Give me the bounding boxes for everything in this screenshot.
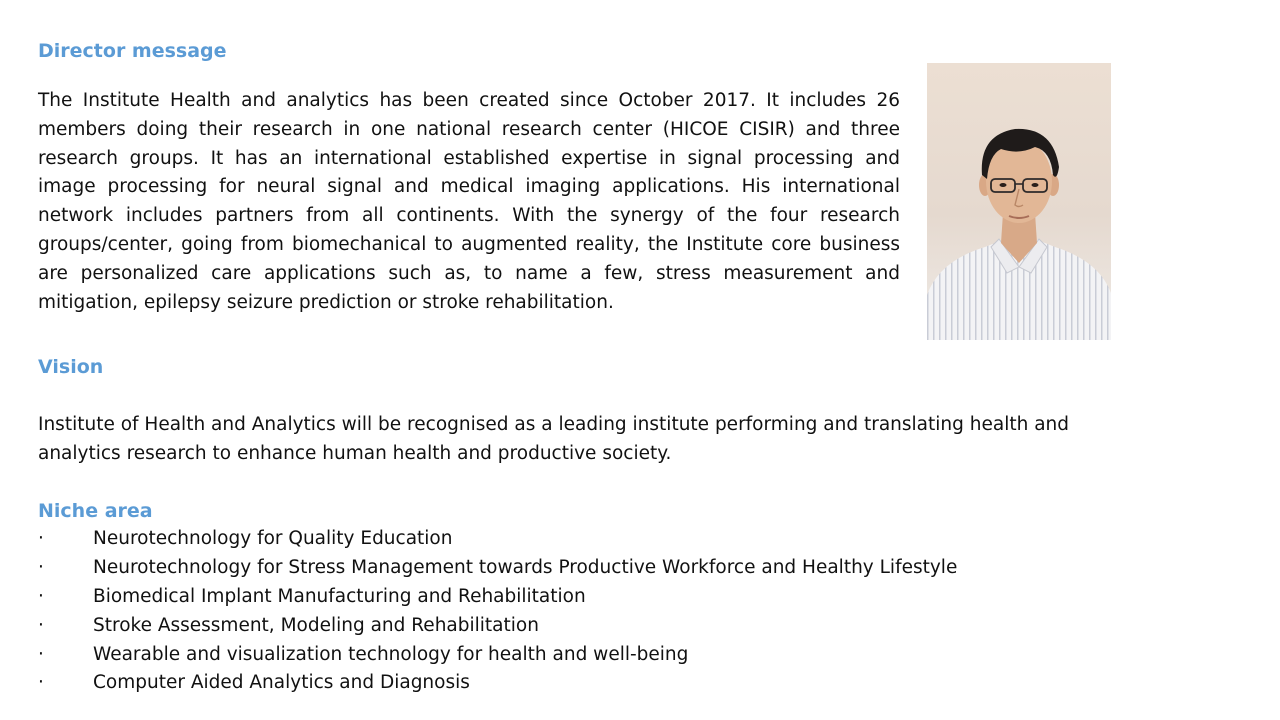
niche-area-heading: Niche area bbox=[38, 500, 153, 522]
niche-item-label: Wearable and visualization technology for health and well-being bbox=[93, 643, 689, 665]
niche-item-label: Computer Aided Analytics and Diagnosis bbox=[93, 672, 470, 694]
bullet-icon: · bbox=[38, 672, 44, 694]
niche-item-label: Stroke Assessment, Modeling and Rehabilitation bbox=[93, 614, 539, 636]
vision-heading: Vision bbox=[38, 356, 104, 378]
director-portrait-photo bbox=[927, 63, 1111, 340]
director-message-text: The Institute Health and analytics has been created since October 2017. It includes 26 members doing their research in one national research center (HICOE CISIR) and three research groups. It has an international established expertise in signal processing and image processing for neural signal and medical imaging applications. His international network includes partners from all continents. With the synergy of the four research groups/center, going from biomechanical to augmented reality, the Institute core business are personalized care applications such as, to name a few, stress measurement and mitigation, epilepsy seizure prediction or stroke rehabilitation. bbox=[38, 90, 900, 313]
bullet-icon: · bbox=[38, 528, 44, 549]
director-message-heading: Director message bbox=[38, 40, 227, 62]
niche-item-label: Biomedical Implant Manufacturing and Rehabilitation bbox=[93, 585, 586, 607]
bullet-icon: · bbox=[38, 643, 44, 665]
bullet-icon: · bbox=[38, 556, 44, 578]
niche-item-label: Neurotechnology for Stress Management towards Productive Workforce and Healthy Lifestyle bbox=[93, 556, 958, 578]
niche-item-label: Neurotechnology for Quality Education bbox=[93, 528, 453, 549]
vision-text: Institute of Health and Analytics will be recognised as a leading institute performing and translating health and analytics research to enhance human health and productive society. bbox=[38, 414, 1070, 464]
bullet-icon: · bbox=[38, 585, 44, 607]
bullet-icon: · bbox=[38, 614, 44, 636]
